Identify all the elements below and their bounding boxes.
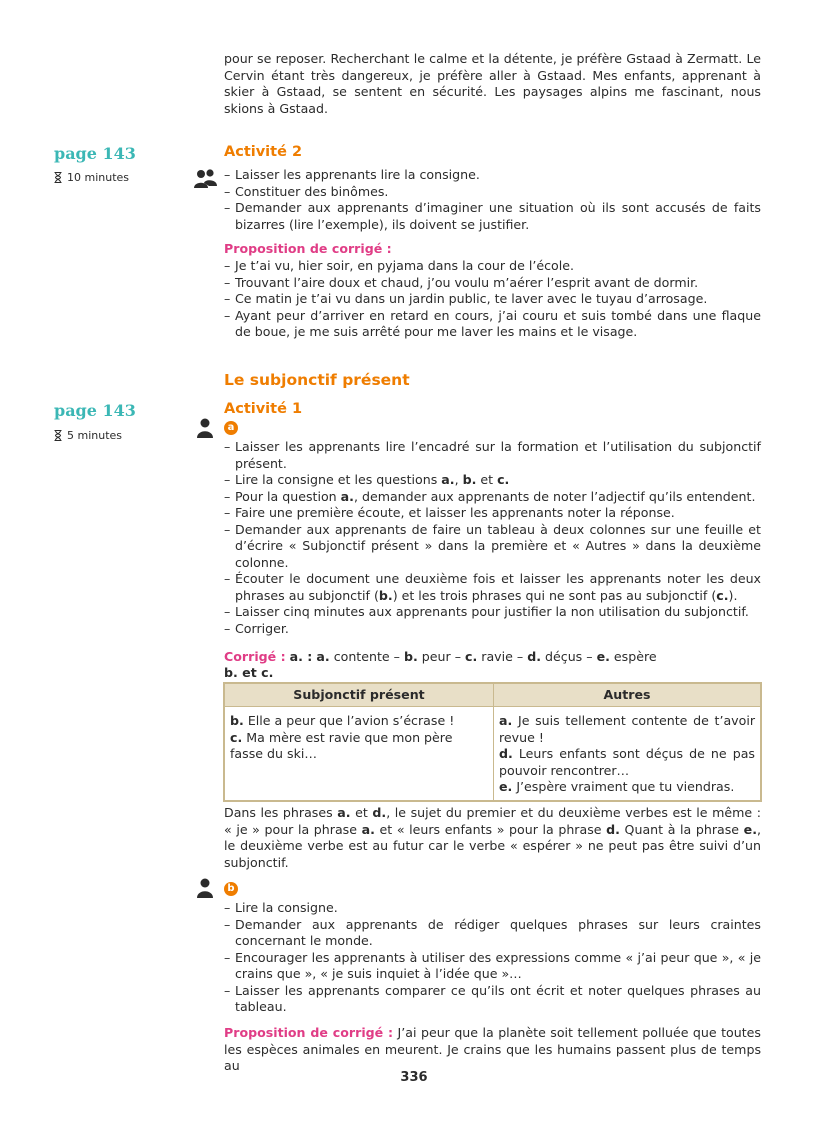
page-number: 336 bbox=[400, 1070, 428, 1085]
table-header: Autres bbox=[494, 684, 761, 707]
list-item: – Ayant peur d’arriver en retard en cours, j’ai couru et suis tombé dans une flaque de boue, je me suis arrêté pour me laver les mains et le visage. bbox=[224, 308, 761, 341]
corrige-line: Corrigé : a. : a. contente – b. peur – c. ravie – d. déçus – e. espère bbox=[224, 649, 657, 664]
activity-steps bbox=[224, 167, 761, 233]
table-cell: b. Elle a peur que l’avion s’écrase ! c. Ma mère est ravie que mon père fasse du ski… bbox=[225, 707, 494, 801]
list-item: – Encourager les apprenants à utiliser des expressions comme « j’ai peur que », « je crains que », « je suis inquiet à l’idée que »… bbox=[224, 950, 761, 983]
page-reference: page 143 bbox=[54, 401, 136, 420]
duration-text: 5 minutes bbox=[67, 429, 123, 442]
pair-of-people-icon bbox=[193, 169, 218, 189]
list-item: – Demander aux apprenants de rédiger quelques phrases sur leurs craintes concernant le monde. bbox=[224, 917, 761, 950]
table-header: Subjonctif présent bbox=[225, 684, 494, 707]
list-item: – Laisser cinq minutes aux apprenants pour justifier la non utilisation du subjonctif. bbox=[224, 604, 761, 621]
duration-text: 10 minutes bbox=[67, 171, 130, 184]
page-reference: page 143 bbox=[54, 144, 136, 163]
list-item: – Lire la consigne. bbox=[224, 900, 761, 917]
list-item: – Laisser les apprenants lire l’encadré sur la formation et l’utilisation du subjonctif présent. bbox=[224, 439, 761, 472]
list-item: – Trouvant l’aire doux et chaud, j’ou voulu m’aérer l’esprit avant de dormir. bbox=[224, 275, 761, 292]
section-title: Le subjonctif présent bbox=[224, 371, 410, 389]
list-item: – Pour la question a., demander aux apprenants de noter l’adjectif qu’ils entendent. bbox=[224, 489, 761, 506]
list-item: – Constituer des binômes. bbox=[224, 184, 761, 201]
single-person-icon bbox=[196, 418, 214, 439]
list-item: – Lire la consigne et les questions a., b. et c. bbox=[224, 472, 761, 489]
list-item: – Demander aux apprenants d’imaginer une situation où ils sont accusés de faits bizarres (lire l’exemple), ils doivent se justifier. bbox=[224, 200, 761, 233]
question-b-badge: b bbox=[224, 882, 238, 896]
list-item: – Je t’ai vu, hier soir, en pyjama dans la cour de l’école. bbox=[224, 258, 761, 275]
list-item: – Écouter le document une deuxième fois et laisser les apprenants noter les deux phrases au subjonctif (b.) et les trois phrases qui ne sont pas au subjonctif (c.). bbox=[224, 571, 761, 604]
list-item: – Ce matin je t’ai vu dans un jardin public, te laver avec le tuyau d’arrosage. bbox=[224, 291, 761, 308]
list-item: – Demander aux apprenants de faire un tableau à deux colonnes sur une feuille et d’écrire « Subjonctif présent » dans la première et « Autres » dans la deuxième colonne. bbox=[224, 522, 761, 572]
proposal-list bbox=[224, 258, 761, 341]
single-person-icon bbox=[196, 878, 214, 899]
duration bbox=[54, 171, 129, 184]
activity-title: Activité 2 bbox=[224, 144, 303, 160]
activity-title: Activité 1 bbox=[224, 401, 303, 417]
table-row bbox=[225, 707, 761, 801]
explanation-paragraph: Dans les phrases a. et d., le sujet du premier et du deuxième verbes est le même : « je » pour la phrase a. et « leurs enfants » pour la phrase d. Quant à la phrase e., le deuxième verbe est au futur car le verbe « espérer » ne peut pas être suivi d’un subjonctif. bbox=[224, 805, 761, 870]
comparison-table bbox=[224, 683, 761, 801]
list-item: – Corriger. bbox=[224, 621, 761, 638]
list-item: – Laisser les apprenants comparer ce qu’ils ont écrit et noter quelques phrases au tableau. bbox=[224, 983, 761, 1016]
question-a-badge: a bbox=[224, 421, 238, 435]
proposal-label: Proposition de corrigé : bbox=[224, 241, 392, 256]
hourglass-icon bbox=[54, 430, 62, 441]
duration bbox=[54, 429, 122, 442]
final-proposal: Proposition de corrigé : J’ai peur que la planète soit tellement polluée que toutes les espèces animales en meurent. Je crains que les humains passent plus de temps au bbox=[224, 1025, 761, 1073]
hourglass-icon bbox=[54, 172, 62, 183]
intro-paragraph: pour se reposer. Recherchant le calme et la détente, je préfère Gstaad à Zermatt. Le Cervin étant très dangereux, je préfère aller à Gstaad. Mes enfants, apprenant à skier à Gstaad, se sentent en sécurité. Les paysages alpins me fascinant, nous skions à Gstaad. bbox=[224, 51, 761, 116]
list-item: – Faire une première écoute, et laisser les apprenants noter la réponse. bbox=[224, 505, 761, 522]
activity-steps-b bbox=[224, 900, 761, 1016]
list-item: – Laisser les apprenants lire la consigne. bbox=[224, 167, 761, 184]
activity-steps-a bbox=[224, 439, 761, 637]
table-cell: a. Je suis tellement contente de t’avoir revue ! d. Leurs enfants sont déçus de ne pas pouvoir rencontrer… e. J’espère vraiment que tu viendras. bbox=[494, 707, 761, 801]
corrige-line-2: b. et c. bbox=[224, 665, 274, 680]
